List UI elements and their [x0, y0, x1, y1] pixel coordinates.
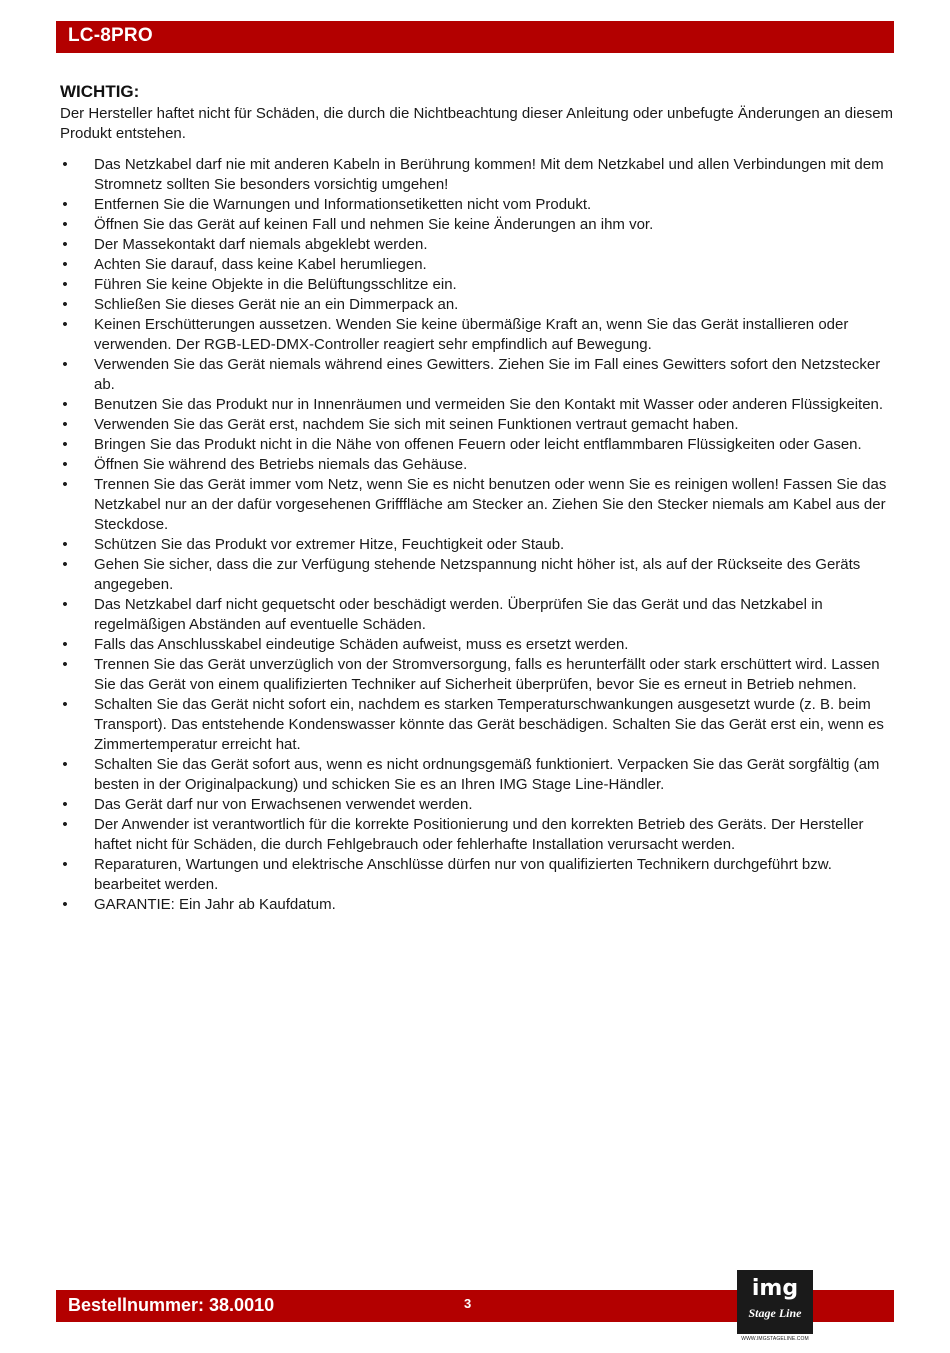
bullet-icon: •: [62, 436, 68, 453]
logo-tagline: Stage Line: [748, 1306, 802, 1320]
img-stage-line-logo: [737, 1270, 813, 1346]
list-item: [60, 315, 894, 355]
bullet-icon: •: [62, 356, 68, 373]
list-item: [60, 475, 894, 535]
bullet-icon: •: [62, 856, 68, 873]
list-item: [60, 815, 894, 855]
list-item-text: Benutzen Sie das Produkt nur in Innenräumen und vermeiden Sie den Kontakt mit Wasser oder anderen Flüssigkeiten.: [94, 396, 884, 413]
list-item-text: Öffnen Sie das Gerät auf keinen Fall und nehmen Sie keine Änderungen an ihm vor.: [94, 216, 654, 233]
bullet-icon: •: [62, 536, 68, 553]
list-item-text: Reparaturen, Wartungen und elektrische Anschlüsse dürfen nur von qualifizierten Technikern durchgeführt bzw. bearbeitet werden.: [94, 856, 832, 893]
list-item-text: Schließen Sie dieses Gerät nie an ein Dimmerpack an.: [94, 296, 459, 313]
list-item: [60, 155, 894, 195]
list-item: [60, 795, 894, 815]
list-item: [60, 595, 894, 635]
list-item: [60, 395, 894, 415]
document-body: [60, 82, 894, 915]
list-item-text: GARANTIE: Ein Jahr ab Kaufdatum.: [94, 896, 336, 913]
list-item-text: Gehen Sie sicher, dass die zur Verfügung stehende Netzspannung nicht höher ist, als auf der Rückseite des Geräts angegeben.: [94, 556, 861, 593]
bullet-icon: •: [62, 476, 68, 493]
bullet-icon: •: [62, 896, 68, 913]
bullet-icon: •: [62, 696, 68, 713]
list-item: [60, 215, 894, 235]
bullet-icon: •: [62, 556, 68, 573]
header-bar: [56, 21, 894, 53]
list-item-text: Das Netzkabel darf nicht gequetscht oder beschädigt werden. Überprüfen Sie das Gerät und das Netzkabel in regelmäßigen Abständen auf eventuelle Schäden.: [94, 596, 823, 633]
logo-box: [737, 1270, 813, 1334]
bullet-icon: •: [62, 796, 68, 813]
list-item-text: Achten Sie darauf, dass keine Kabel herumliegen.: [94, 256, 427, 273]
list-item: [60, 635, 894, 655]
bullet-icon: •: [62, 156, 68, 173]
order-number: Bestellnummer: 38.0010: [68, 1295, 275, 1315]
product-title: LC-8PRO: [68, 25, 153, 46]
list-item-text: Der Anwender ist verantwortlich für die korrekte Positionierung und den korrekten Betrieb des Geräts. Der Hersteller haftet nicht für Schäden, die durch Fehlgebrauch oder fehlerhafte Installation verursacht werden.: [94, 816, 864, 853]
list-item-text: Trennen Sie das Gerät immer vom Netz, wenn Sie es nicht benutzen oder wenn Sie es reinigen wollen! Fassen Sie das Netzkabel nur an der dafür vorgesehenen Grifffläche am Stecker an. Ziehen Sie den Stecker niemals am Kabel aus der Steckdose.: [94, 476, 887, 533]
bullet-icon: •: [62, 276, 68, 293]
list-item-text: Der Massekontakt darf niemals abgeklebt werden.: [94, 236, 428, 253]
bullet-icon: •: [62, 256, 68, 273]
bullet-icon: •: [62, 596, 68, 613]
list-item: [60, 195, 894, 215]
list-item-text: Falls das Anschlusskabel eindeutige Schäden aufweist, muss es ersetzt werden.: [94, 636, 629, 653]
list-item: [60, 235, 894, 255]
list-item: [60, 695, 894, 755]
list-item: [60, 655, 894, 695]
list-item: [60, 755, 894, 795]
bullet-icon: •: [62, 196, 68, 213]
list-item-text: Trennen Sie das Gerät unverzüglich von der Stromversorgung, falls es herunterfällt oder stark erschüttert wird. Lassen Sie das Gerät von einem qualifizierten Techniker auf Sicherheit überprüfen, bevor Sie es erneut in Betrieb nehmen.: [94, 656, 880, 693]
list-item: [60, 535, 894, 555]
list-item-text: Das Gerät darf nur von Erwachsenen verwendet werden.: [94, 796, 473, 813]
logo-url: WWW.IMGSTAGELINE.COM: [741, 1336, 809, 1342]
list-item-text: Das Netzkabel darf nie mit anderen Kabeln in Berührung kommen! Mit dem Netzkabel und allen Verbindungen mit dem Stromnetz sollten Sie besonders vorsichtig umgehen!: [94, 156, 884, 193]
bullet-icon: •: [62, 316, 68, 333]
list-item: [60, 435, 894, 455]
logo-mark: img: [751, 1276, 799, 1301]
safety-list: [60, 155, 894, 915]
bullet-icon: •: [62, 236, 68, 253]
bullet-icon: •: [62, 756, 68, 773]
list-item-text: Bringen Sie das Produkt nicht in die Nähe von offenen Feuern oder leicht entflammbaren Flüssigkeiten oder Gasen.: [94, 436, 862, 453]
intro-paragraph: Der Hersteller haftet nicht für Schäden, die durch die Nichtbeachtung dieser Anleitung oder unbefugte Änderungen an diesem Produkt entstehen.: [60, 105, 894, 142]
list-item: [60, 895, 894, 915]
bullet-icon: •: [62, 456, 68, 473]
bullet-icon: •: [62, 636, 68, 653]
bullet-icon: •: [62, 656, 68, 673]
list-item-text: Entfernen Sie die Warnungen und Informationsetiketten nicht vom Produkt.: [94, 196, 592, 213]
list-item-text: Keinen Erschütterungen aussetzen. Wenden Sie keine übermäßige Kraft an, wenn Sie das Gerät installieren oder verwenden. Der RGB-LED-DMX-Controller reagiert sehr empfindlich auf Bewegung.: [94, 316, 849, 353]
list-item: [60, 275, 894, 295]
list-item-text: Schalten Sie das Gerät sofort aus, wenn es nicht ordnungsgemäß funktioniert. Verpacken Sie das Gerät sorgfältig (am besten in der Originalpackung) und schicken Sie es an Ihren IMG Stage Line-Händler.: [94, 756, 880, 793]
bullet-icon: •: [62, 416, 68, 433]
bullet-icon: •: [62, 296, 68, 313]
list-item: [60, 555, 894, 595]
list-item: [60, 415, 894, 435]
list-item-text: Führen Sie keine Objekte in die Belüftungsschlitze ein.: [94, 276, 457, 293]
list-item: [60, 255, 894, 275]
important-heading: WICHTIG:: [60, 82, 140, 101]
list-item: [60, 355, 894, 395]
bullet-icon: •: [62, 816, 68, 833]
page-number: 3: [464, 1296, 472, 1311]
list-item: [60, 855, 894, 895]
bullet-icon: •: [62, 216, 68, 233]
list-item: [60, 295, 894, 315]
list-item-text: Verwenden Sie das Gerät niemals während eines Gewitters. Ziehen Sie im Fall eines Gewitters sofort den Netzstecker ab.: [94, 356, 881, 393]
list-item-text: Schützen Sie das Produkt vor extremer Hitze, Feuchtigkeit oder Staub.: [94, 536, 565, 553]
list-item-text: Verwenden Sie das Gerät erst, nachdem Sie sich mit seinen Funktionen vertraut gemacht haben.: [94, 416, 739, 433]
bullet-icon: •: [62, 396, 68, 413]
list-item-text: Schalten Sie das Gerät nicht sofort ein, nachdem es starken Temperaturschwankungen ausgesetzt wurde (z. B. beim Transport). Das entstehende Kondenswasser könnte das Gerät beschädigen. Schalten Sie das Gerät erst ein, wenn es Zimmertemperatur erreicht hat.: [94, 696, 884, 753]
list-item: [60, 455, 894, 475]
list-item-text: Öffnen Sie während des Betriebs niemals das Gehäuse.: [94, 456, 468, 473]
